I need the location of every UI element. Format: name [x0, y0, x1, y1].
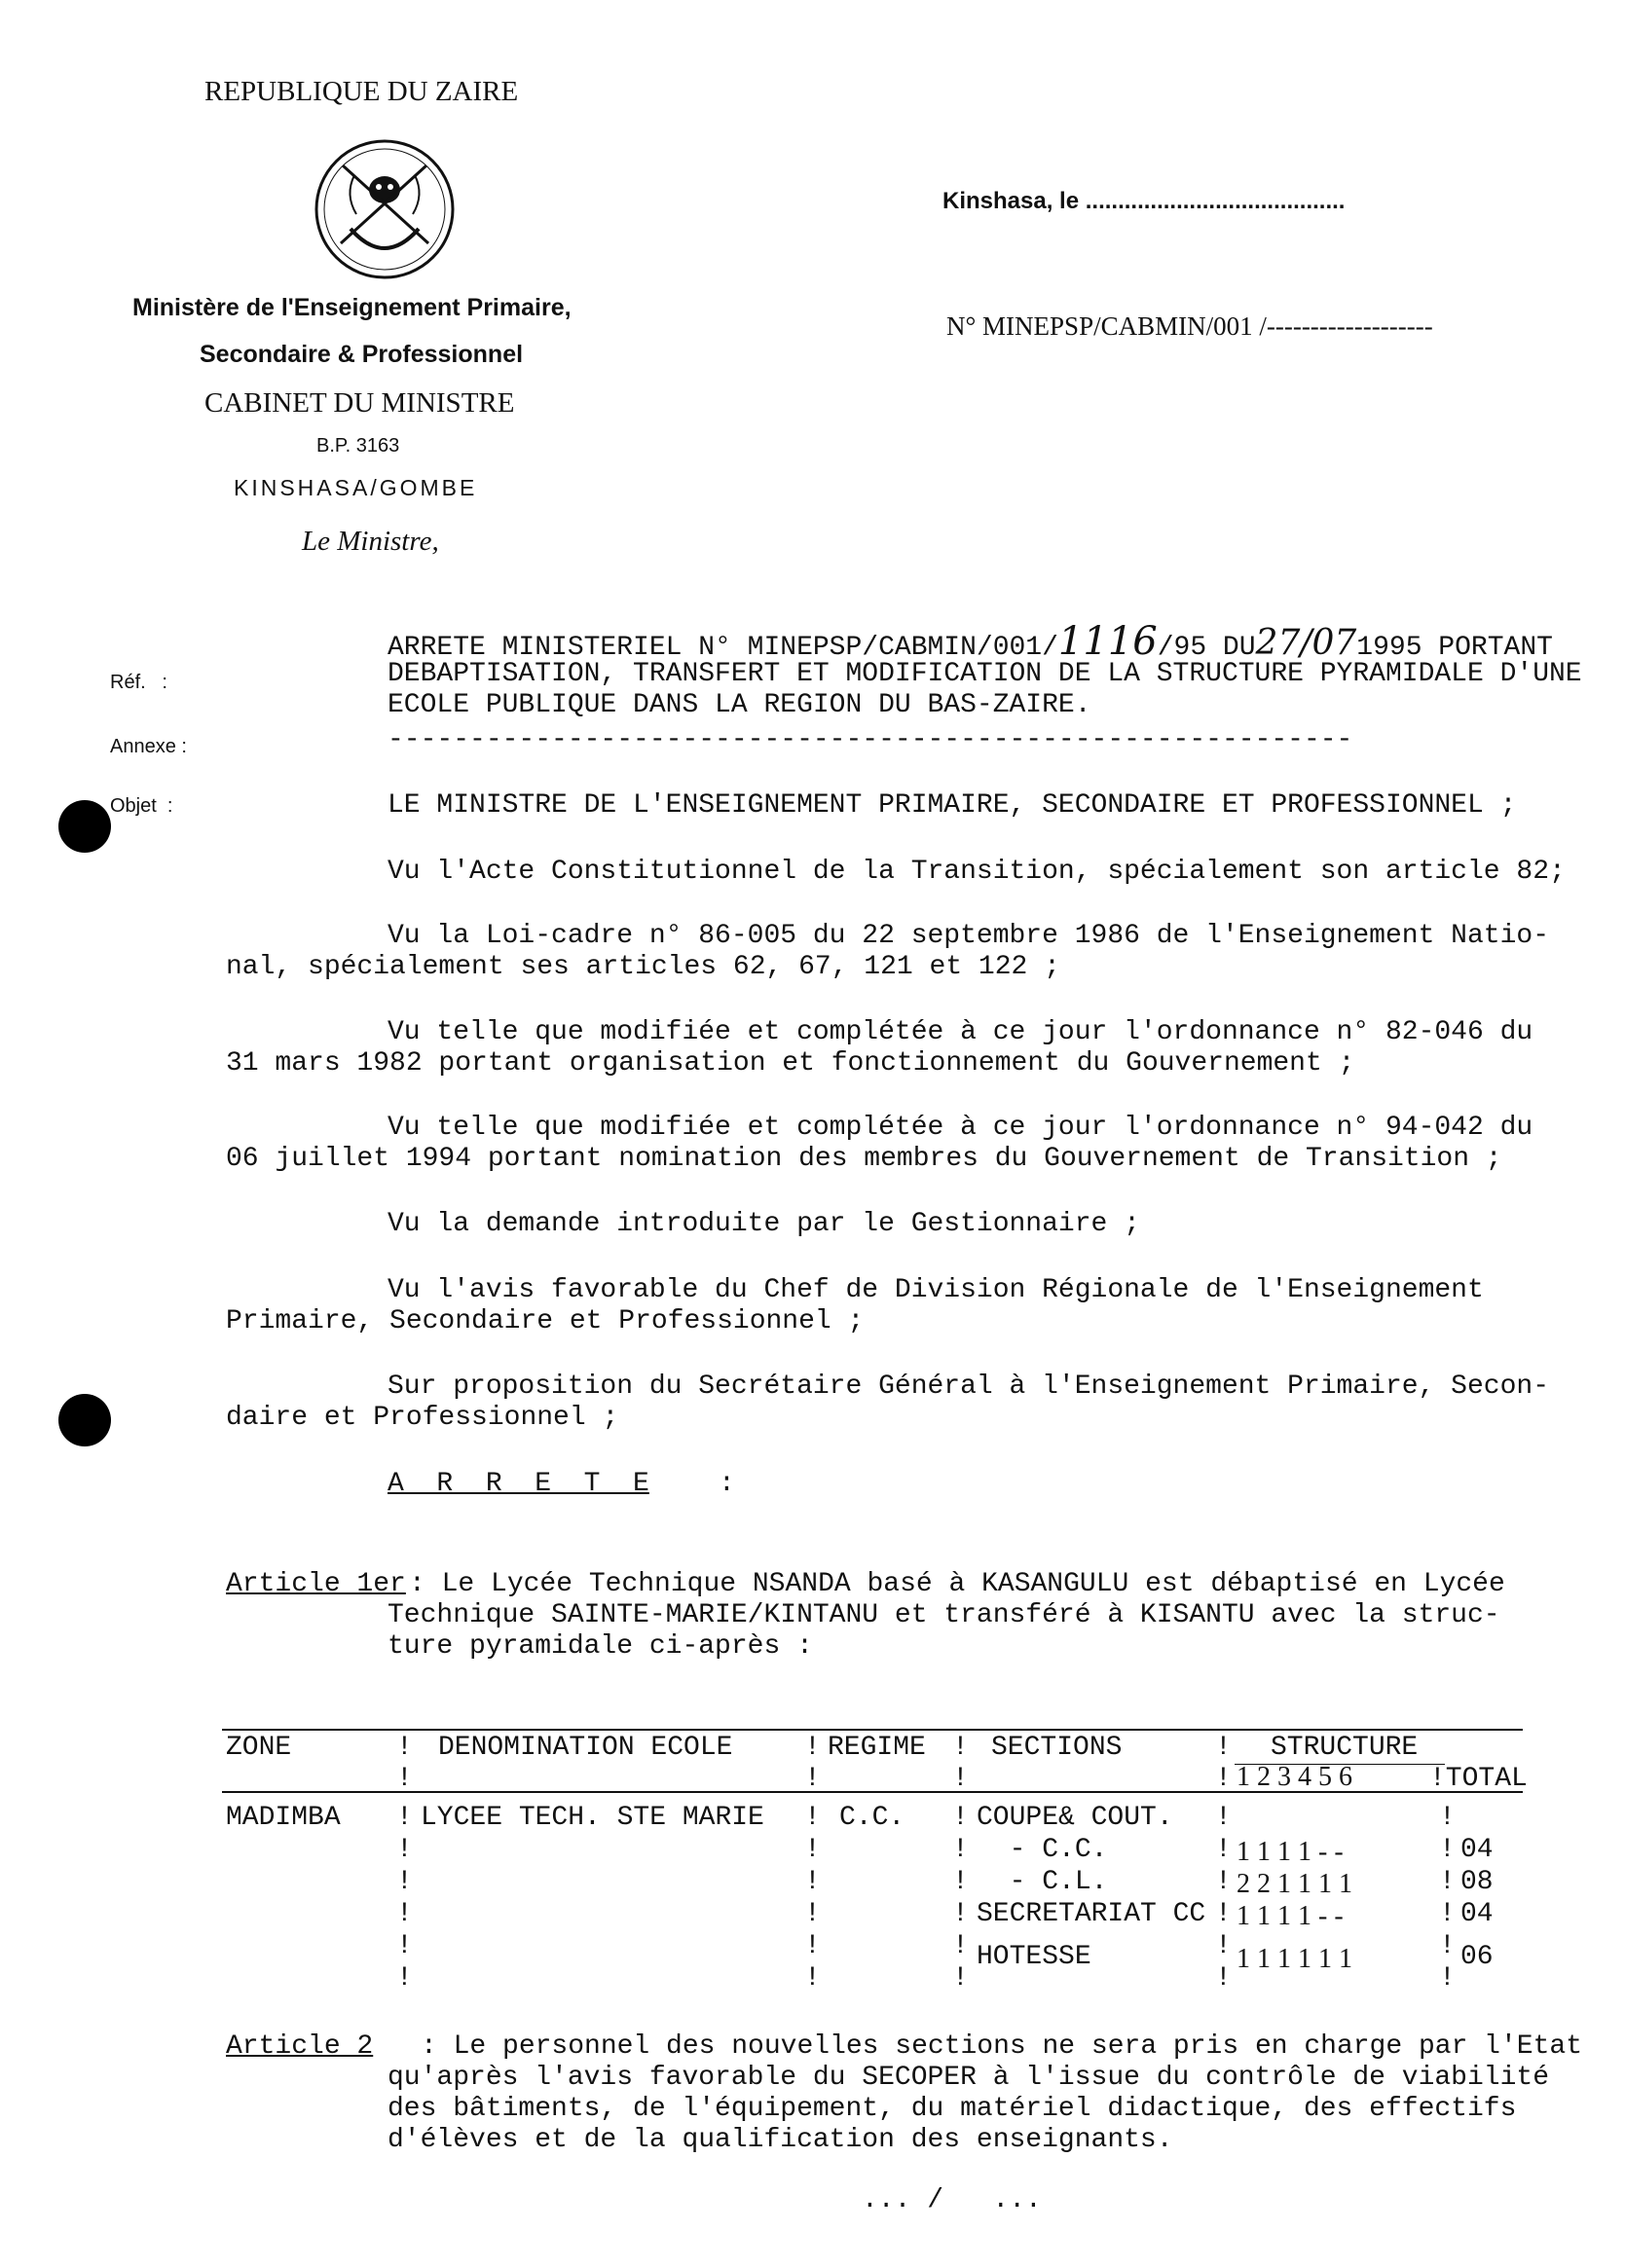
column-separator: !	[1215, 1931, 1232, 1961]
considerant-2-line1: Vu la Loi-cadre n° 86-005 du 22 septembre 1986 de l'Enseignement Natio-	[388, 921, 1549, 951]
article-1-line1: : Le Lycée Technique NSANDA basé à KASANGULU est débaptisé en Lycée	[409, 1569, 1505, 1599]
column-separator: !	[1215, 1764, 1232, 1794]
header-structure: STRUCTURE	[1271, 1733, 1419, 1763]
total-cell: 04	[1460, 1899, 1494, 1929]
column-separator: !	[396, 1963, 413, 1994]
cabinet-label: CABINET DU MINISTRE	[204, 387, 515, 419]
column-separator: !	[804, 1899, 821, 1929]
considerant-6-line2: Primaire, Secondaire et Professionnel ;	[226, 1306, 865, 1336]
section-cell: - C.L.	[977, 1867, 1108, 1897]
considerant-5: Vu la demande introduite par le Gestionnaire ;	[388, 1209, 1140, 1239]
signatory-label: Le Ministre,	[302, 526, 439, 557]
article-1-line2: Technique SAINTE-MARIE/KINTANU et transféré à KISANTU avec la struc-	[388, 1600, 1500, 1630]
column-separator: !	[1215, 1733, 1232, 1763]
structure-cell: 1 1 1 1 - -	[1237, 1837, 1344, 1867]
ministry-name-line2: Secondaire & Professionnel	[200, 341, 524, 368]
considerant-4-line1: Vu telle que modifiée et complétée à ce jour l'ordonnance n° 94-042 du	[388, 1113, 1533, 1143]
considerant-6-line1: Vu l'avis favorable du Chef de Division Régionale de l'Enseignement	[388, 1275, 1484, 1305]
republic-title: REPUBLIQUE DU ZAIRE	[204, 76, 519, 107]
column-separator: !	[1439, 1931, 1456, 1961]
column-separator: !	[1215, 1835, 1232, 1865]
column-separator: !	[396, 1835, 413, 1865]
column-separator: !	[952, 1764, 969, 1794]
column-separator: !	[396, 1867, 413, 1897]
decree-title-line3: ECOLE PUBLIQUE DANS LA REGION DU BAS-ZAIRE.	[388, 690, 1091, 720]
column-separator: !	[952, 1931, 969, 1961]
proposal-line2: daire et Professionnel ;	[226, 1403, 619, 1433]
column-separator: !	[1439, 1899, 1456, 1929]
header-denomination: DENOMINATION ECOLE	[438, 1733, 733, 1763]
title-underline-dashes: -----------------------------------------------------------	[388, 725, 1353, 755]
column-separator: !	[396, 1899, 413, 1929]
article-2-label: Article 2	[226, 2031, 374, 2062]
annexe-label: Annexe :	[110, 736, 187, 757]
column-separator: !	[396, 1931, 413, 1961]
considerant-1: Vu l'Acte Constitutionnel de la Transition, spécialement son article 82;	[388, 857, 1566, 887]
column-separator: !	[1439, 1803, 1456, 1833]
column-separator: !	[1215, 1803, 1232, 1833]
column-separator: !	[804, 1733, 821, 1763]
ministry-name-line1: Ministère de l'Enseignement Primaire,	[132, 294, 572, 321]
header-regime: REGIME	[828, 1733, 926, 1763]
total-cell: 08	[1460, 1867, 1494, 1897]
arrete-colon: :	[719, 1469, 735, 1499]
header-total: !TOTAL	[1429, 1764, 1528, 1794]
article-2-line4: d'élèves et de la qualification des enseignants.	[388, 2125, 1173, 2155]
section-cell: COUPE& COUT.	[977, 1803, 1173, 1833]
date-line: Kinshasa, le ........................................	[942, 188, 1346, 214]
header-sections: SECTIONS	[991, 1733, 1123, 1763]
column-separator: !	[804, 1764, 821, 1794]
proposal-line1: Sur proposition du Secrétaire Général à l'Enseignement Primaire, Secon-	[388, 1372, 1549, 1402]
decree-title-line2: DEBAPTISATION, TRANSFERT ET MODIFICATION DE LA STRUCTURE PYRAMIDALE D'UNE	[388, 659, 1582, 689]
column-separator: !	[1439, 1835, 1456, 1865]
section-cell: SECRETARIAT CC	[977, 1899, 1206, 1929]
article-1-label: Article 1er	[226, 1569, 406, 1599]
regime-cell: C.C.	[839, 1803, 905, 1833]
column-separator: !	[804, 1867, 821, 1897]
column-separator: !	[804, 1803, 821, 1833]
header-levels: 1 2 3 4 5 6	[1237, 1762, 1352, 1792]
decree-title-part3: 1995 PORTANT	[1356, 633, 1553, 663]
section-cell: HOTESSE	[977, 1942, 1091, 1972]
ecole-cell: LYCEE TECH. STE MARIE	[421, 1803, 764, 1833]
considerant-4-line2: 06 juillet 1994 portant nomination des membres du Gouvernement de Transition ;	[226, 1144, 1502, 1174]
considerant-3-line2: 31 mars 1982 portant organisation et fonctionnement du Gouvernement ;	[226, 1048, 1355, 1079]
minister-heading: LE MINISTRE DE L'ENSEIGNEMENT PRIMAIRE, SECONDAIRE ET PROFESSIONNEL ;	[388, 790, 1517, 821]
coat-of-arms-emblem	[312, 136, 458, 282]
article-2-line3: des bâtiments, de l'équipement, du matériel didactique, des effectifs	[388, 2094, 1517, 2124]
column-separator: !	[952, 1835, 969, 1865]
handwritten-decree-date: 27/07	[1255, 623, 1357, 663]
article-2-line2: qu'après l'avis favorable du SECOPER à l'issue du contrôle de viabilité	[388, 2063, 1549, 2093]
column-separator: !	[396, 1803, 413, 1833]
structure-cell: 1 1 1 1 1 1	[1237, 1944, 1352, 1974]
punch-hole	[58, 1394, 111, 1446]
column-separator: !	[1215, 1867, 1232, 1897]
column-separator: !	[1215, 1899, 1232, 1929]
total-cell: 06	[1460, 1942, 1494, 1972]
column-separator: !	[804, 1835, 821, 1865]
table-top-rule	[222, 1729, 1523, 1731]
column-separator: !	[1215, 1963, 1232, 1994]
considerant-2-line2: nal, spécialement ses articles 62, 67, 121 et 122 ;	[226, 952, 1060, 982]
ref-label: Réf. :	[110, 672, 167, 693]
continuation-mark: ... / ...	[862, 2185, 1042, 2215]
section-cell: - C.C.	[977, 1835, 1108, 1865]
column-separator: !	[396, 1764, 413, 1794]
reference-number: N° MINEPSP/CABMIN/001 /-------------------	[946, 311, 1433, 341]
column-separator: !	[804, 1931, 821, 1961]
considerant-3-line1: Vu telle que modifiée et complétée à ce jour l'ordonnance n° 82-046 du	[388, 1017, 1533, 1047]
column-separator: !	[396, 1733, 413, 1763]
article-1-line3: ture pyramidale ci-après :	[388, 1631, 813, 1662]
column-separator: !	[1439, 1867, 1456, 1897]
column-separator: !	[1439, 1963, 1456, 1994]
punch-hole	[58, 800, 111, 853]
decree-title-part2: /95 DU	[1157, 633, 1256, 663]
po-box: B.P. 3163	[316, 435, 400, 457]
city-label: KINSHASA/GOMBE	[234, 475, 478, 500]
structure-cell: 2 2 1 1 1 1	[1237, 1869, 1352, 1899]
column-separator: !	[804, 1963, 821, 1994]
arrete-heading: A R R E T E	[388, 1469, 649, 1499]
objet-label: Objet :	[110, 795, 173, 817]
structure-cell: 1 1 1 1 - -	[1237, 1901, 1344, 1931]
column-separator: !	[952, 1803, 969, 1833]
handwritten-decree-number: 1116	[1057, 619, 1158, 664]
column-separator: !	[952, 1899, 969, 1929]
article-2-line1: : Le personnel des nouvelles sections ne sera pris en charge par l'Etat	[421, 2031, 1582, 2062]
total-cell: 04	[1460, 1835, 1494, 1865]
zone-cell: MADIMBA	[226, 1803, 341, 1833]
column-separator: !	[952, 1963, 969, 1994]
decree-title-part1: ARRETE MINISTERIEL N° MINEPSP/CABMIN/001/	[388, 633, 1058, 663]
header-zone: ZONE	[226, 1733, 292, 1763]
column-separator: !	[952, 1733, 969, 1763]
column-separator: !	[952, 1867, 969, 1897]
